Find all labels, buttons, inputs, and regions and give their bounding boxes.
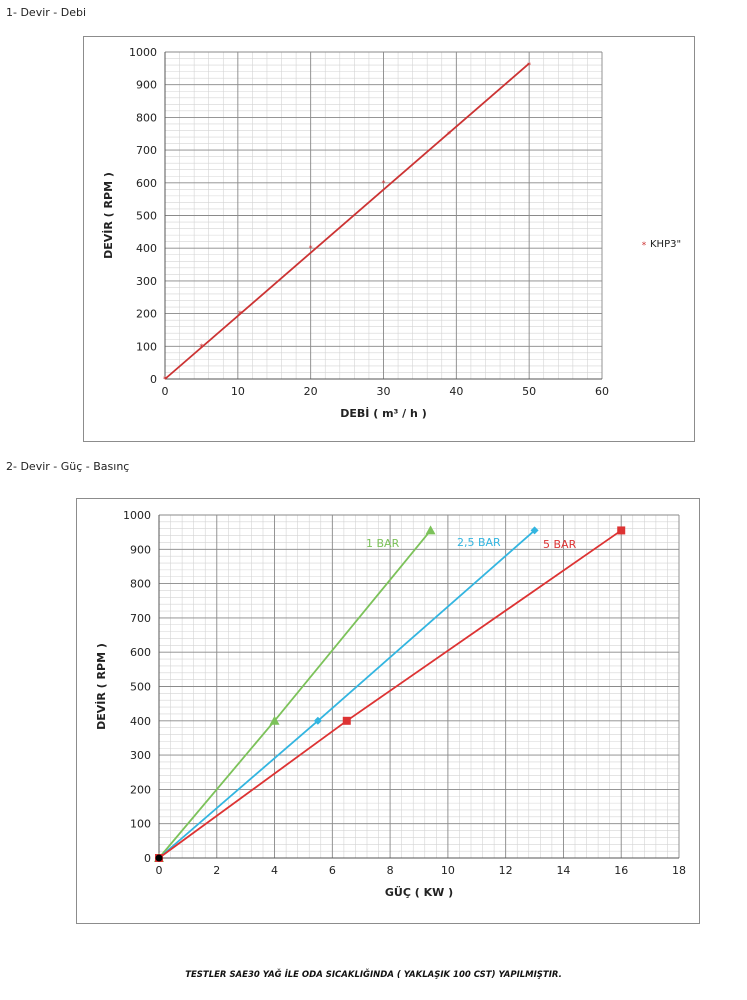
data-point-star: * — [527, 61, 532, 71]
x-tick-label: 14 — [556, 864, 571, 877]
x-tick-label: 60 — [595, 385, 609, 398]
y-tick-label: 900 — [130, 543, 151, 557]
test-conditions-note: TESTLER SAE30 YAĞ İLE ODA SICAKLIĞINDA ( YAKLAŞIK 100 CST) YAPILMIŞTIR. — [185, 970, 562, 980]
y-tick-label: 1000 — [123, 509, 151, 522]
x-tick-label: 50 — [522, 385, 537, 398]
y-tick-labels — [129, 46, 157, 386]
section-2-title: 2- Devir - Güç - Basınç — [6, 460, 130, 473]
legend-marker-star: * — [641, 241, 647, 251]
y-axis-title: DEVİR ( RPM ) — [102, 172, 115, 259]
y-tick-label: 200 — [136, 307, 157, 321]
y-tick-label: 400 — [130, 714, 151, 728]
y-tick-label: 700 — [130, 611, 151, 625]
data-point-star: * — [447, 129, 452, 139]
x-tick-label: 0 — [161, 385, 169, 398]
x-tick-label: 2 — [213, 864, 221, 877]
legend — [642, 239, 681, 251]
x-tick-label: 18 — [672, 864, 686, 877]
series-inline-label: 2,5 BAR — [457, 536, 501, 549]
devir-guc-basinc-chart-frame — [76, 498, 700, 924]
y-tick-label: 300 — [130, 749, 151, 763]
x-axis-title: GÜÇ ( KW ) — [384, 886, 454, 899]
data-point-square — [343, 717, 351, 725]
y-tick-label: 400 — [136, 242, 157, 256]
y-tick-label: 800 — [130, 577, 151, 591]
data-point-star: * — [199, 342, 204, 352]
section-1-title: 1- Devir - Debi — [6, 6, 87, 19]
x-tick-label: 8 — [386, 864, 394, 877]
devir-guc-basinc-chart — [77, 499, 699, 923]
y-tick-label: 600 — [136, 176, 157, 190]
x-axis-title: DEBİ ( m³ / h ) — [340, 407, 427, 420]
y-tick-label: 600 — [130, 646, 151, 660]
x-tick-label: 10 — [230, 385, 245, 398]
data-point-star: * — [308, 244, 313, 254]
x-tick-label: 4 — [271, 864, 279, 877]
y-tick-label: 100 — [130, 817, 151, 831]
data-point-star: * — [163, 375, 167, 384]
data-point-square — [617, 526, 625, 534]
y-tick-label: 0 — [144, 852, 151, 865]
x-tick-label: 10 — [440, 864, 455, 877]
devir-debi-chart-frame — [83, 36, 695, 442]
y-tick-label: 0 — [150, 373, 157, 386]
x-tick-label: 0 — [155, 864, 163, 877]
x-tick-label: 12 — [498, 864, 513, 877]
x-tick-label: 20 — [303, 385, 318, 398]
x-tick-labels — [162, 385, 610, 398]
y-tick-labels — [123, 509, 151, 865]
x-tick-label: 30 — [376, 385, 391, 398]
y-tick-label: 500 — [130, 680, 151, 694]
y-tick-label: 1000 — [129, 46, 157, 59]
legend-label: KHP3" — [650, 239, 682, 250]
devir-debi-chart — [84, 37, 694, 441]
y-tick-label: 700 — [136, 144, 157, 158]
data-point-star: * — [238, 309, 243, 319]
x-tick-label: 16 — [614, 864, 629, 877]
series-inline-label: 5 BAR — [543, 538, 577, 551]
x-tick-labels — [156, 864, 687, 877]
y-tick-label: 900 — [136, 78, 157, 92]
y-tick-label: 200 — [130, 783, 151, 797]
x-tick-label: 40 — [449, 385, 464, 398]
y-tick-label: 800 — [136, 111, 157, 125]
y-axis-title: DEVİR ( RPM ) — [95, 643, 108, 730]
data-point-star: * — [381, 178, 386, 188]
y-tick-label: 500 — [136, 209, 157, 223]
series-inline-label: 1 BAR — [366, 537, 400, 550]
x-tick-label: 6 — [328, 864, 336, 877]
origin-marker — [156, 855, 163, 862]
y-tick-label: 300 — [136, 274, 157, 288]
y-tick-label: 100 — [136, 340, 157, 354]
